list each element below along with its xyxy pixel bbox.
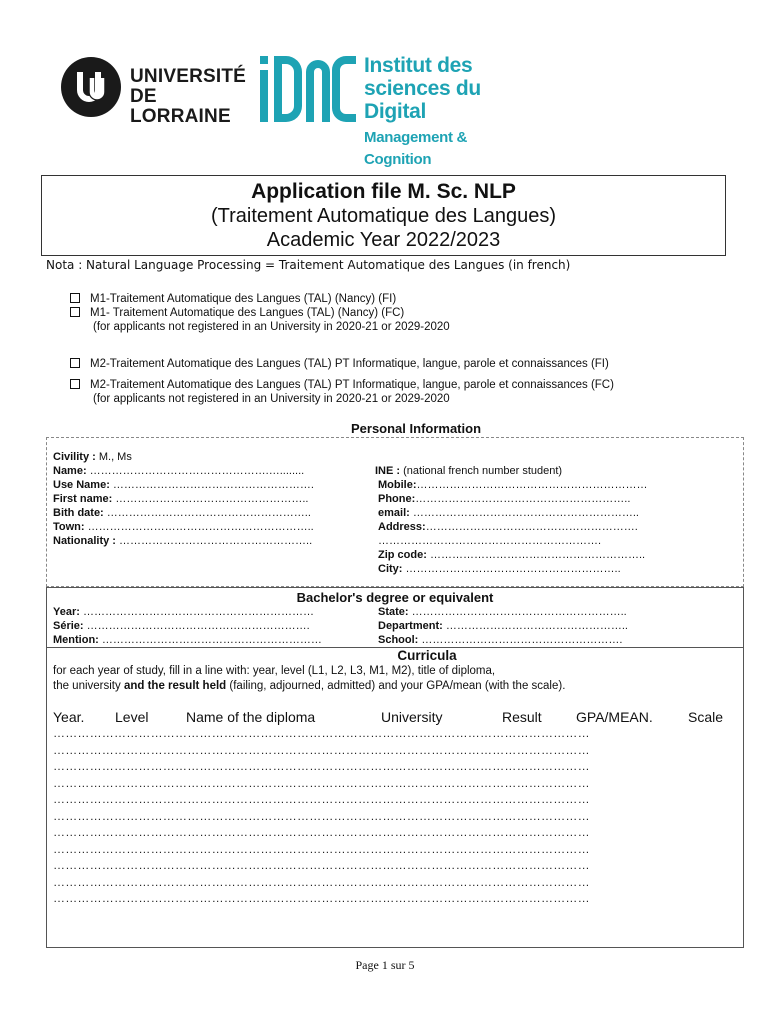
option-m1-fc[interactable] [70, 306, 450, 334]
personal-right-column [378, 478, 648, 576]
curricula-col-diploma: Name of the diploma [186, 709, 316, 725]
curricula-col-scale: Scale [688, 709, 724, 725]
curricula-instruction-1: for each year of study, fill in a line with: year, level (L1, L2, L3, M1, M2), title of diploma, [53, 665, 496, 677]
option-label: M1- Traitement Automatique des Langues (TAL) (Nancy) (FC) [90, 307, 405, 319]
document-title: Application file M. Sc. NLP [251, 180, 516, 203]
option-m2-fc[interactable] [70, 378, 614, 406]
page-number: Page 1 sur 5 [355, 958, 415, 972]
personal-info-heading: Personal Information [350, 421, 482, 436]
curricula-line[interactable]: …………………………………………………………………………………………………………………… [53, 792, 590, 806]
birth-date-field[interactable]: Bith date: ……………………………………………….. [53, 507, 311, 519]
nationality-field[interactable]: Nationality : …………………………………………….. [53, 535, 313, 547]
zip-code-field[interactable]: Zip code: ………………………………………………….. [378, 549, 646, 561]
address-field[interactable]: Address:…………………………………………………. [378, 521, 638, 533]
title-box [41, 175, 726, 256]
curricula-line[interactable]: …………………………………………………………………………………………………………………… [53, 874, 590, 889]
bachelor-department-field[interactable]: Department: ………………………………………….. [378, 620, 628, 632]
phone-field[interactable]: Phone:………………………………………………….. [378, 493, 631, 505]
personal-left-column [53, 464, 314, 548]
bachelor-school-field[interactable]: School: ………………………………………………. [378, 634, 623, 646]
option-label: M2-Traitement Automatique des Langues (TAL) PT Informatique, langue, parole et connaissances (FC) [90, 379, 614, 391]
curricula-lines [53, 726, 590, 908]
curricula-instruction-2: the university and the result held (failing, adjourned, admitted) and your GPA/mean (with the scale). [53, 680, 566, 692]
curricula-line[interactable]: …………………………………………………………………………………………………………………… [53, 726, 590, 740]
bachelor-right-column [378, 605, 628, 647]
bachelor-left-column [53, 605, 322, 647]
academic-year: Academic Year 2022/2023 [266, 229, 501, 251]
bachelor-year-field[interactable]: Year: ……………………………………………………… [53, 606, 314, 618]
curricula-col-year: Year. [53, 709, 85, 725]
bachelor-heading: Bachelor's degree or equivalent [296, 590, 494, 605]
option-note: (for applicants not registered in an University in 2020-21 or 2029-2020 [93, 321, 450, 333]
ul-logo-text: UNIVERSITÉ DE LORRAINE [130, 66, 247, 127]
checkbox-icon[interactable] [70, 293, 80, 303]
checkbox-icon[interactable] [70, 358, 80, 368]
curricula-col-university: University [381, 709, 443, 725]
option-m1-fi[interactable] [70, 292, 396, 306]
nota-text: Nota : Natural Language Processing = Traitement Automatique des Langues (in french) [46, 258, 571, 272]
checkbox-icon[interactable] [70, 379, 80, 389]
bachelor-mention-field[interactable]: Mention: …………………………………………………… [53, 634, 322, 646]
curricula-line[interactable]: …………………………………………………………………………………………………………………… [53, 808, 590, 823]
curricula-line[interactable]: …………………………………………………………………………………………………………………… [53, 891, 590, 905]
curricula-line[interactable]: …………………………………………………………………………………………………………………… [53, 858, 590, 872]
option-m2-fi[interactable] [70, 357, 609, 371]
city-field[interactable]: City: ………………………………………………….. [378, 563, 621, 575]
use-name-field[interactable]: Use Name: ………………………………………………. [53, 479, 314, 491]
idmc-logo [258, 52, 518, 168]
civility-field[interactable]: Civility : M., Ms [53, 451, 132, 463]
checkbox-icon[interactable] [70, 307, 80, 317]
idmc-logo-mark-icon [258, 52, 358, 126]
curricula-col-level: Level [115, 709, 149, 725]
curricula-line[interactable]: …………………………………………………………………………………………………………………… [53, 775, 590, 790]
curricula-col-result: Result [502, 709, 542, 725]
idmc-logo-text: Institut des sciences du Digital Management & Cognition [364, 54, 481, 168]
option-label: M1-Traitement Automatique des Langues (TAL) (Nancy) (FI) [90, 293, 397, 305]
curricula-line[interactable]: …………………………………………………………………………………………………………………… [53, 825, 590, 839]
mobile-field[interactable]: Mobile:……………………………………………………… [378, 479, 648, 491]
curricula-line[interactable]: …………………………………………………………………………………………………………………… [53, 759, 590, 773]
option-label: M2-Traitement Automatique des Langues (TAL) PT Informatique, langue, parole et connaissances (FI) [90, 358, 609, 370]
document-subtitle: (Traitement Automatique des Langues) [210, 205, 556, 227]
curricula-heading: Curricula [397, 648, 457, 663]
email-field[interactable]: email: …………………………………………………….. [378, 507, 639, 519]
address-line2-field[interactable]: ……………………………………………………. [378, 535, 602, 547]
name-field[interactable]: Name: ………………………………………….…........ [53, 465, 305, 477]
option-note: (for applicants not registered in an University in 2020-21 or 2029-2020 [93, 393, 450, 405]
curricula-line[interactable]: …………………………………………………………………………………………………………………… [53, 742, 590, 757]
curricula-line[interactable]: …………………………………………………………………………………………………………………… [53, 841, 590, 856]
bachelor-state-field[interactable]: State: ………………………………………………….. [378, 606, 627, 618]
bachelor-serie-field[interactable]: Série: ……………………………………………………. [53, 620, 310, 632]
town-field[interactable]: Town: …………………………………………………….. [53, 521, 314, 533]
ine-field[interactable]: INE : (national french number student) [375, 465, 563, 477]
ul-logo-mark-icon [60, 56, 122, 118]
first-name-field[interactable]: First name: …………………………………………….. [53, 493, 309, 505]
curricula-col-gpa: GPA/MEAN. [576, 709, 653, 725]
universite-de-lorraine-logo [60, 56, 250, 127]
